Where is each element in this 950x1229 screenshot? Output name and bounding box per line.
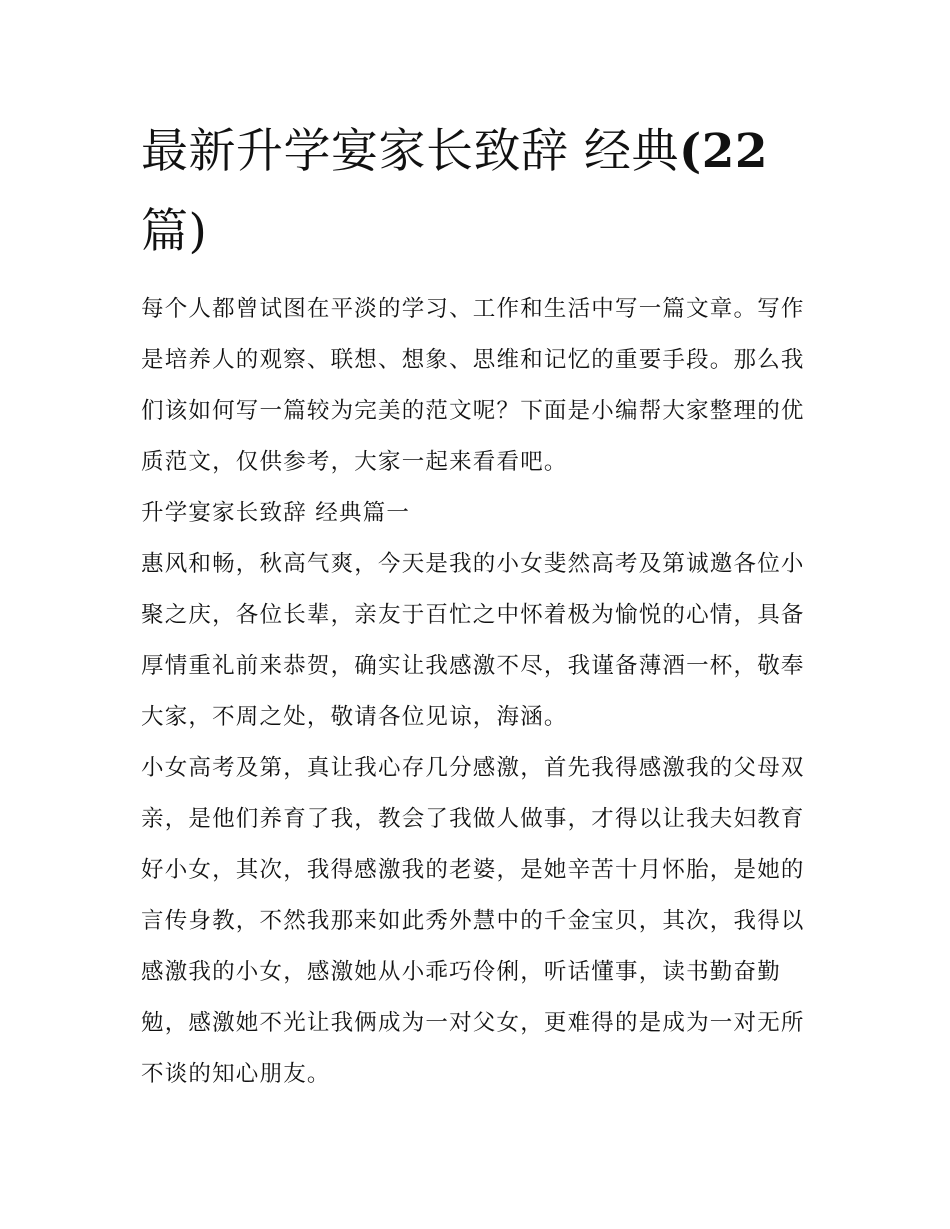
document-page (141, 112, 813, 1100)
title-tail: 篇) (141, 204, 208, 259)
document-body (141, 284, 813, 1100)
body-paragraph-1: 惠风和畅，秋高气爽，今天是我的小女斐然高考及第诚邀各位小聚之庆，各位长辈，亲友于百忙之中怀着极为愉悦的心情，具备厚情重礼前来恭贺，确实让我感激不尽，我谨备薄酒一杯，敬奉大家，不周之处，敬请各位见谅，海涵。 (141, 551, 805, 730)
document-title (141, 112, 781, 272)
title-count: (22 (678, 124, 769, 179)
body-paragraph-2: 小女高考及第，真让我心存几分感激，首先我得感激我的父母双亲，是他们养育了我，教会了我做人做事，才得以让我夫妇教育好小女，其次，我得感激我的老婆，是她辛苦十月怀胎，是她的言传身教，不然我那来如此秀外慧中的千金宝贝，其次，我得以感激我的小女，感激她从小乖巧伶俐，听话懂事，读书勤奋勤勉，感激她不光让我俩成为一对父女，更难得的是成为一对无所不谈的知心朋友。 (141, 755, 805, 1087)
intro-paragraph: 每个人都曾试图在平淡的学习、工作和生活中写一篇文章。写作是培养人的观察、联想、想象、思维和记忆的重要手段。那么我们该如何写一篇较为完美的范文呢？下面是小编帮大家整理的优质范文，仅供参考，大家一起来看看吧。 (141, 296, 805, 475)
section-heading: 升学宴家长致辞 经典篇一 (141, 500, 411, 526)
title-main: 最新升学宴家长致辞 经典 (141, 124, 679, 179)
